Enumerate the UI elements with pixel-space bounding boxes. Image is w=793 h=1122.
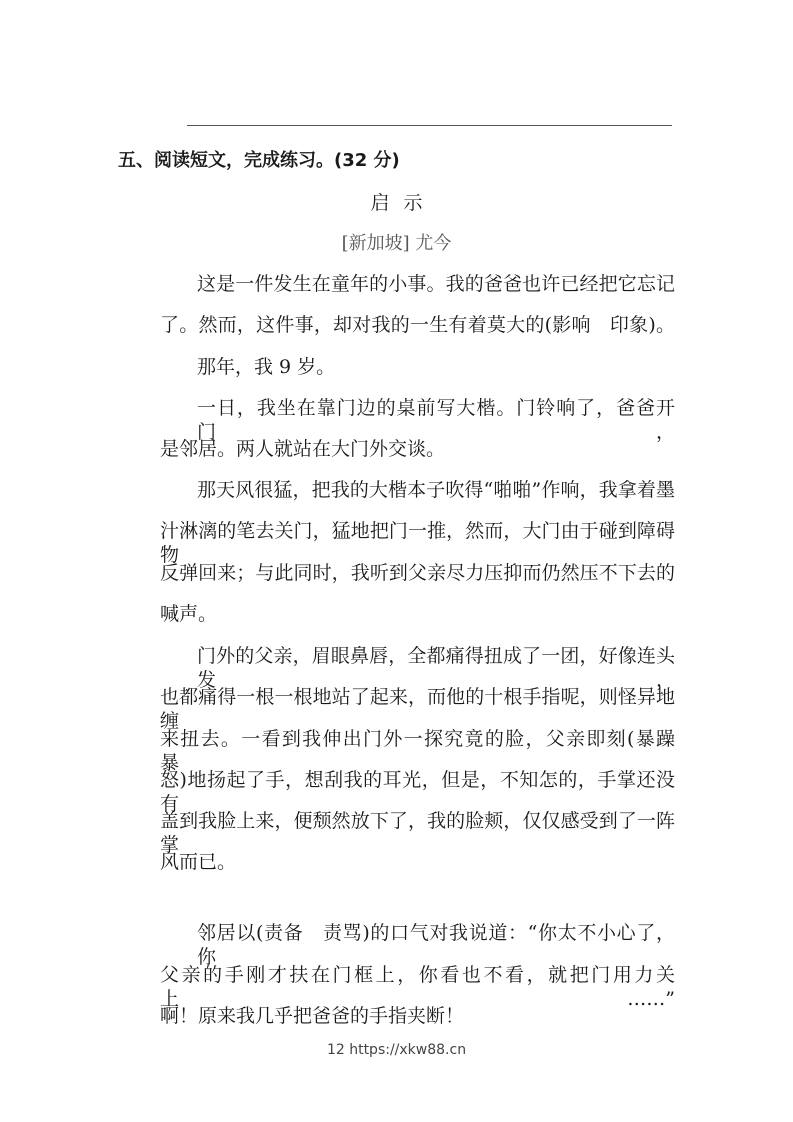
- text-line: 一日，我坐在靠门边的桌前写大楷。门铃响了，爸爸开门，: [197, 397, 675, 443]
- text-line: 那年，我 9 岁。: [197, 356, 336, 378]
- text-line: 盖到我脸上来，便颓然放下了，我的脸颊，仅仅感受到了一阵掌: [160, 810, 675, 856]
- text-line: 那天风很猛，把我的大楷本子吹得“啪啪”作响，我拿着墨: [197, 479, 675, 501]
- text-line: 这是一件发生在童年的小事。我的爸爸也许已经把它忘记: [197, 273, 675, 295]
- article-title: 启示: [370, 192, 437, 214]
- text-line: 啊！原来我几乎把爸爸的手指夹断！: [160, 1005, 465, 1027]
- text-line: 怒)地扬起了手，想刮我的耳光，但是，不知怎的，手掌还没有: [160, 769, 675, 815]
- text-line: 门外的父亲，眉眼鼻唇，全都痛得扭成了一团，好像连头发，: [197, 645, 675, 691]
- text-line: 也都痛得一根一根地站了起来，而他的十根手指呢，则怪异地缠: [160, 686, 675, 732]
- answer-line: [187, 125, 672, 126]
- text-line: 风而已。: [160, 851, 237, 873]
- text-line: 喊声。: [160, 603, 218, 625]
- text-line: 了。然而，这件事，却对我的一生有着莫大的(影响 印象)。: [160, 314, 675, 336]
- text-line: 来扭去。一看到我伸出门外一探究竟的脸，父亲即刻(暴躁 暴: [160, 728, 695, 774]
- text-line: 汁淋漓的笔去关门，猛地把门一推，然而，大门由于碰到障碍物: [160, 520, 675, 566]
- text-line: 邻居以(责备 责骂)的口气对我说道：“你太不小心了，你: [197, 922, 675, 968]
- article-author: [新加坡] 尤今: [341, 233, 452, 254]
- section-heading: 五、阅读短文，完成练习。(32 分): [118, 150, 400, 171]
- text-line: 反弹回来；与此同时，我听到父亲尽力压抑而仍然压不下去的: [160, 562, 675, 584]
- text-line: 父亲的手刚才扶在门框上，你看也不看，就把门用力关上……”: [160, 964, 675, 1010]
- page-footer: 12 https://xkw88.cn: [326, 1042, 467, 1058]
- text-line: 是邻居。两人就站在大门外交谈。: [160, 438, 446, 460]
